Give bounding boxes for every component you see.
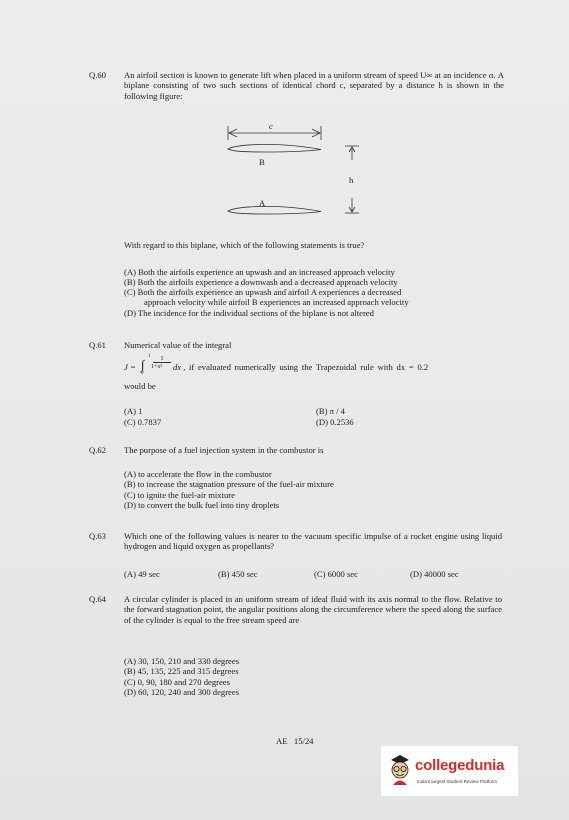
integral-sign: ∫ xyxy=(141,357,145,372)
q64-option-d: (D) 60, 120, 240 and 300 degrees xyxy=(124,687,240,697)
q63-option-d: (D) 40000 sec xyxy=(410,569,459,579)
page-footer: AE 15/24 xyxy=(276,736,314,746)
q63-option-a: (A) 49 sec xyxy=(124,569,160,579)
q61-option-c: (C) 0.7837 xyxy=(124,417,162,427)
q60-option-c: (C) Both the airfoils experience an upwash and airfoil A experiences a decreased xyxy=(124,287,402,297)
airfoil-a-label: A xyxy=(259,198,266,208)
q61-option-d: (D) 0.2536 xyxy=(316,417,354,427)
q64-option-b: (B) 45, 135, 225 and 315 degrees xyxy=(124,666,239,676)
airfoil-b-label: B xyxy=(259,157,265,167)
integral-upper: 1 xyxy=(148,354,151,359)
integrand-numerator: 1 xyxy=(153,355,171,363)
question-60-prompt: With regard to this biplane, which of the following statements is true? xyxy=(124,240,365,250)
q64-option-a: (A) 30, 150, 210 and 330 degrees xyxy=(124,656,240,666)
airfoil-b xyxy=(228,144,321,152)
question-62-stem: The purpose of a fuel injection system in the combustor is xyxy=(124,445,324,455)
integral-dx: dx , xyxy=(173,362,186,372)
logo-wordmark: collegedunia xyxy=(415,757,505,774)
q60-option-d: (D) The incidence for the individual sections of the biplane is not altered xyxy=(124,308,374,318)
integral-lhs: J = xyxy=(124,362,136,372)
q62-option-d: (D) to convert the bulk fuel into tiny droplets xyxy=(124,500,280,510)
integral-tail: if evaluated numerically using the Trapezoidal rule with dx = 0.2 xyxy=(189,362,429,372)
question-number-60: Q.60 xyxy=(89,70,106,80)
question-number-62: Q.62 xyxy=(89,445,106,455)
q63-option-b: (B) 450 sec xyxy=(218,569,258,579)
q64-option-c: (C) 0, 90, 180 and 270 degrees xyxy=(124,677,230,687)
would-be-text: would be xyxy=(124,381,156,391)
question-61-stem: Numerical value of the integral xyxy=(124,340,232,350)
logo-tagline: India's largest Student Review Platform xyxy=(417,779,498,784)
question-63-stem: Which one of the following values is nearer to the vacuum specific impulse of a rocket engine using liquid hydrogen and liquid oxygen as propellants? xyxy=(124,531,502,552)
question-number-64: Q.64 xyxy=(89,594,106,604)
integral-lower: 0 xyxy=(141,371,144,376)
question-64-stem: A circular cylinder is placed in an uniform stream of ideal fluid with its axis normal to the flow. Relative to the forward stagnation point, the angular positions along the circumference where the speed along the surface of the cylinder is equal to the free stream speed are xyxy=(124,594,502,625)
airfoil-a xyxy=(228,206,321,214)
question-number-63: Q.63 xyxy=(89,531,106,541)
collegedunia-logo xyxy=(381,746,518,796)
q61-option-a: (A) 1 xyxy=(124,406,143,416)
q62-option-b: (B) to increase the stagnation pressure of the fuel-air mixture xyxy=(124,479,334,489)
biplane-figure xyxy=(215,118,375,228)
q60-option-b: (B) Both the airfoils experience a downwash and a decreased approach velocity xyxy=(124,277,398,287)
q60-option-c-cont: approach velocity while airfoil B experiences an increased approach velocity xyxy=(144,297,409,307)
q60-option-a: (A) Both the airfoils experience an upwash and an increased approach velocity xyxy=(124,267,395,277)
gap-label: h xyxy=(349,175,354,185)
q63-option-c: (C) 6000 sec xyxy=(314,569,358,579)
question-number-61: Q.61 xyxy=(89,340,106,350)
mascot-icon xyxy=(387,754,413,786)
question-60-stem: An airfoil section is known to generate lift when placed in a uniform stream of speed U∞ at an incidence α. A biplane consisting of two such sections of identical chord c, separated by a distance h is shown in the following figure: xyxy=(124,70,504,101)
q62-option-a: (A) to accelerate the flow in the combustor xyxy=(124,469,272,479)
integrand-denominator: 1+x² xyxy=(151,364,163,370)
q61-option-b: (B) π / 4 xyxy=(316,406,345,416)
q62-option-c: (C) to ignite the fuel-air mixture xyxy=(124,490,235,500)
chord-label: c xyxy=(269,121,273,131)
